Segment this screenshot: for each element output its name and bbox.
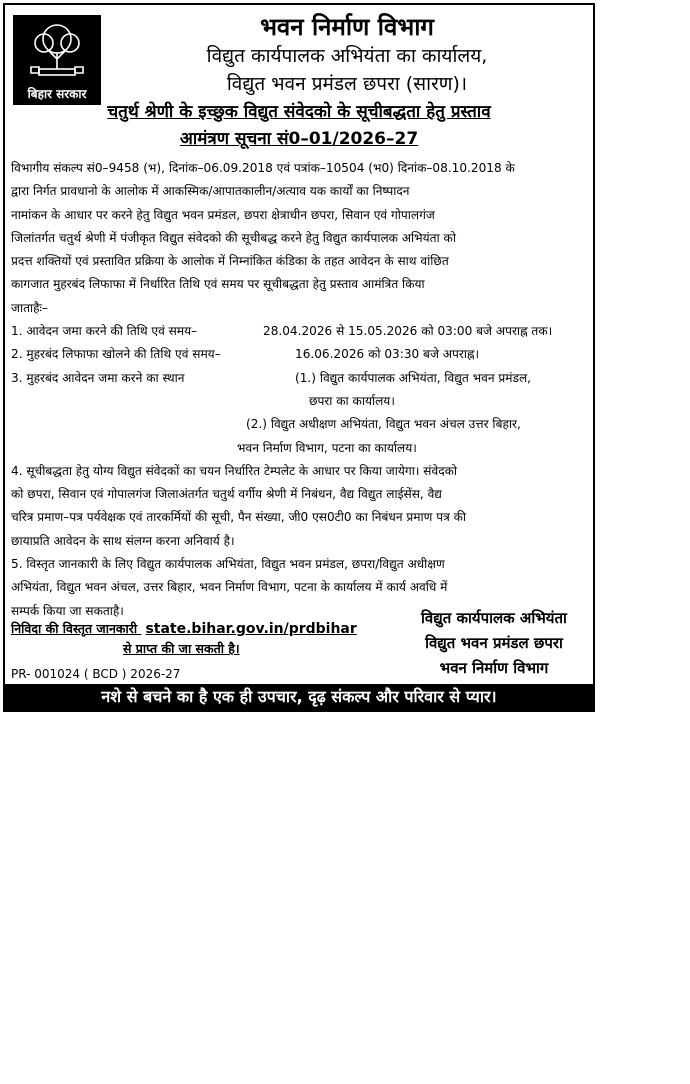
item-1-label: 1. आवेदन जमा करने की तिथि एवं समय– xyxy=(11,324,198,339)
notice-title: चतुर्थ श्रेणी के इच्छुक विद्युत संवेदको के सूचीबद्धता हेतु प्रस्ताव xyxy=(107,102,491,122)
text-line: छायाप्रति आवेदन के साथ संलग्न करना अनिवार्य है। xyxy=(11,533,235,548)
item-3-place-2-row-b xyxy=(11,437,589,460)
bihar-government-logo xyxy=(13,15,101,105)
text-line: 5. विस्तृत जानकारी के लिए विद्युत कार्यपालक अभियंता, विद्युत भवन प्रमंडल, छपरा/विद्युत अधीक्षण xyxy=(11,557,445,572)
item-1-value: 28.04.2026 से 15.05.2026 को 03:00 बजे अपराह्न तक। xyxy=(263,324,553,339)
text-line: कागजात मुहरबंद लिफाफा में निर्धारित तिथि एवं समय पर सूचीबद्धता हेतु प्रस्ताव आमंत्रित किया xyxy=(11,277,425,292)
item-2-value: 16.06.2026 को 03:30 बजे अपराह्न। xyxy=(295,347,480,362)
signature-designation: विद्युत कार्यपालक अभियंता xyxy=(421,609,567,627)
pr-number: PR- 001024 ( BCD ) 2026-27 xyxy=(11,667,181,681)
text-line: सम्पर्क किया जा सकताहै। xyxy=(11,603,124,618)
text-line: प्रदत्त शक्तियों एवं प्रस्तावित प्रक्रिया के आलोक में निम्नांकित कंडिका के तहत आवेदन के साथ वांछित xyxy=(11,254,449,269)
text-line: जिलांतर्गत चतुर्थ श्रेणी में पंजीकृत विद्युत संवेदको की सूचीबद्ध करने हेतु विद्युत कार्यपालक अभियंता को xyxy=(11,230,456,245)
text-line: 4. सूचीबद्धता हेतु योग्य विद्युत संवेदकों का चयन निर्धारित टेम्पलेट के आधार पर किया जायेगा। संवेदको xyxy=(11,463,458,478)
item-3-place-1: (1.) विद्युत कार्यपालक अभियंता, विद्युत भवन प्रमंडल, xyxy=(295,370,532,385)
tender-info-text: निविदा की विस्तृत जानकारी xyxy=(11,621,138,636)
item-3 xyxy=(11,367,589,390)
item-2 xyxy=(11,343,589,366)
logo-caption: बिहार सरकार xyxy=(27,87,87,101)
office-line-2: विद्युत भवन प्रमंडल छपरा (सारण)। xyxy=(226,73,468,95)
notice-number: आमंत्रण सूचना सं0–01/2026–27 xyxy=(179,129,419,149)
tender-info-text-2: से प्राप्त की जा सकती है। xyxy=(123,641,240,656)
tender-url-link[interactable]: state.bihar.gov.in/prdbihar xyxy=(145,621,357,637)
text-line: जाताहैः– xyxy=(11,300,49,315)
text-line: विभागीय संकल्प सं0–9458 (भ), दिनांक–06.09.2018 एवं पत्रांक–10504 (भ0) दिनांक–08.10.2018 के xyxy=(11,161,515,175)
item-3-place-2: (2.) विद्युत अधीक्षण अभियंता, विद्युत भवन अंचल उत्तर बिहार, xyxy=(246,417,521,432)
item-3-place-2-office: भवन निर्माण विभाग, पटना का कार्यालय। xyxy=(237,440,417,455)
text-line: नामांकन के आधार पर करने हेतु विद्युत भवन प्रमंडल, छपरा क्षेत्राधीन छपरा, सिवान एवं गोपालगंज xyxy=(11,207,435,222)
item-2-label: 2. मुहरबंद लिफाफा खोलने की तिथि एवं समय– xyxy=(11,347,221,362)
signature-department: भवन निर्माण विभाग xyxy=(439,659,549,677)
notice-body xyxy=(11,157,589,623)
item-3-continued xyxy=(11,390,589,413)
item-1 xyxy=(11,320,589,343)
tender-info-line xyxy=(11,619,391,639)
notice-container xyxy=(3,3,595,712)
text-line: द्वारा निर्गत प्रावधानो के आलोक में आकस्मिक/आपातकालीन/अत्याव यक कार्यों का निष्पादन xyxy=(11,184,410,199)
signature-office: विद्युत भवन प्रमंडल छपरा xyxy=(425,634,563,652)
item-3-label: 3. मुहरबंद आवेदन जमा करने का स्थान xyxy=(11,370,185,385)
department-name: भवन निर्माण विभाग xyxy=(260,13,434,41)
item-4-paragraph xyxy=(11,460,589,553)
office-line-1: विद्युत कार्यपालक अभियंता का कार्यालय, xyxy=(206,45,488,67)
text-line: को छपरा, सिवान एवं गोपालगंज जिलाअंतर्गत चतुर्थ वर्गीय श्रेणी में निबंधन, वैद्य विद्युत लाईसेंस, वैद्य xyxy=(11,487,442,502)
text-line: चरित्र प्रमाण–पत्र पर्यवेक्षक एवं तारकर्मियों की सूची, पैन संख्या, जी0 एस0टी0 का निबंधन प्रमाण पत्र की xyxy=(11,510,467,525)
tender-info xyxy=(11,619,391,683)
intro-paragraph xyxy=(11,157,589,320)
item-3-place-2-row xyxy=(11,413,589,436)
text-line: अभियंता, विद्युत भवन अंचल, उत्तर बिहार, भवन निर्माण विभाग, पटना के कार्यालय में कार्य अवधि में xyxy=(11,580,448,595)
signature-block xyxy=(395,606,593,681)
item-3-place-1-office: छपरा का कार्यालय। xyxy=(309,393,395,408)
slogan-banner: नशे से बचने का है एक ही उपचार, दृढ़ संकल्प और परिवार से प्यार। xyxy=(5,684,593,710)
bodhi-tree-icon xyxy=(13,15,101,87)
